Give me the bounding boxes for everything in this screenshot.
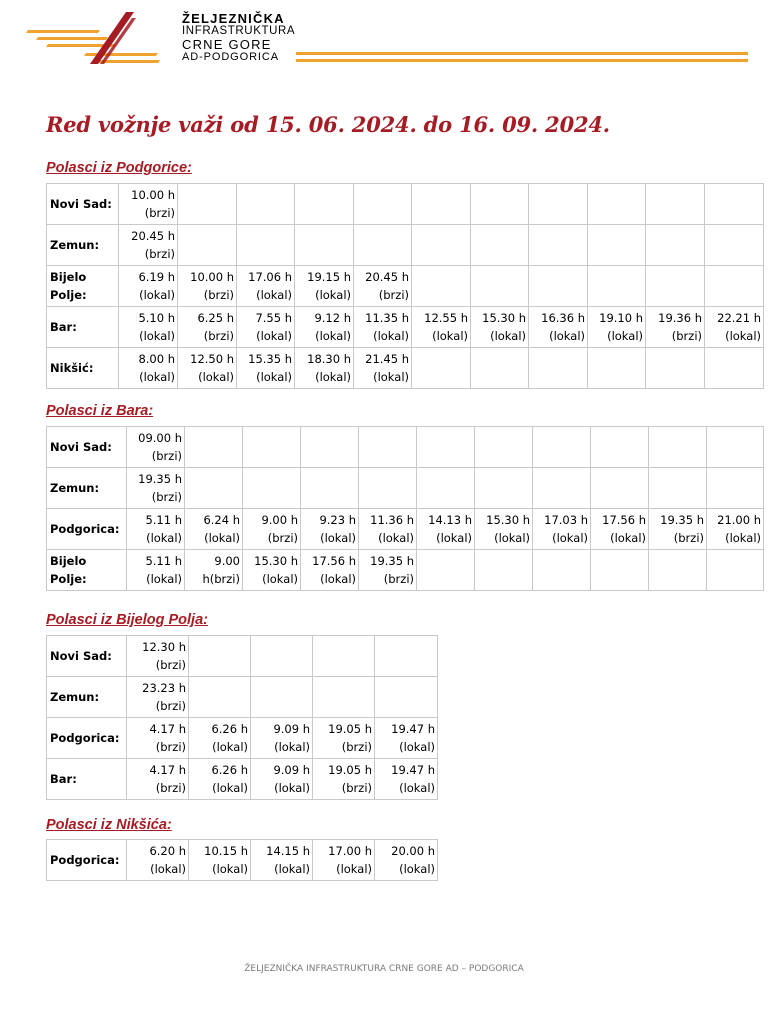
departure-cell (588, 307, 646, 348)
departure-time: 6.26 h (211, 722, 248, 736)
departure-cell (243, 468, 301, 509)
departure-time: 19.47 h (391, 722, 435, 736)
departure-time: 16.36 h (541, 311, 585, 325)
departure-cell (417, 509, 475, 550)
train-type: (lokal) (256, 288, 292, 302)
departure-cell (417, 427, 475, 468)
departure-cell (251, 759, 313, 800)
departure-time: 19.36 h (658, 311, 702, 325)
departure-time: 8.00 h (138, 352, 175, 366)
departure-time: 22.21 h (717, 311, 761, 325)
train-type: (lokal) (490, 329, 526, 343)
org-name-line3: CRNE GORE (182, 37, 272, 52)
departure-cell (649, 550, 707, 591)
departure-time: 11.35 h (365, 311, 409, 325)
train-type: (lokal) (336, 862, 372, 876)
train-type: (lokal) (139, 370, 175, 384)
departure-cell (127, 759, 189, 800)
train-type: (lokal) (315, 288, 351, 302)
departure-time: 9.00 (214, 554, 240, 568)
departure-cell (354, 348, 412, 389)
section-title-podgorica: Polasci iz Podgorice: (46, 160, 192, 176)
letterhead (0, 0, 768, 80)
departure-time: 10.00 h (131, 188, 175, 202)
departure-cell (251, 677, 313, 718)
departure-cell (119, 348, 178, 389)
departure-time: 9.23 h (319, 513, 356, 527)
train-type: (lokal) (320, 572, 356, 586)
departure-cell (707, 550, 764, 591)
departure-cell (185, 427, 243, 468)
page-title: Red vožnje važi od 15. 06. 2024. do 16. 09. 2024. (46, 112, 610, 137)
departure-cell (412, 266, 471, 307)
departure-cell (707, 427, 764, 468)
departure-cell (119, 266, 178, 307)
organization-name (182, 12, 295, 64)
train-type: (lokal) (315, 329, 351, 343)
timetable-bar (46, 426, 764, 591)
departure-cell (127, 840, 189, 881)
departure-cell (412, 184, 471, 225)
train-type: (brzi) (341, 740, 372, 754)
departure-cell (417, 468, 475, 509)
section-title-niksic: Polasci iz Nikšića: (46, 817, 172, 833)
train-type: (lokal) (436, 531, 472, 545)
train-type: (lokal) (198, 370, 234, 384)
train-type: (lokal) (399, 740, 435, 754)
departure-cell (127, 468, 185, 509)
destination-cell: Novi Sad: (47, 184, 119, 225)
departure-cell (313, 636, 375, 677)
departure-cell (533, 468, 591, 509)
departure-cell (646, 225, 705, 266)
departure-time: 17.06 h (248, 270, 292, 284)
train-type: (lokal) (725, 531, 761, 545)
departure-cell (359, 427, 417, 468)
destination-cell: Bijelo Polje: (47, 550, 127, 591)
train-type: (lokal) (212, 740, 248, 754)
destination-cell: Zemun: (47, 468, 127, 509)
departure-cell (178, 307, 237, 348)
departure-cell (127, 677, 189, 718)
departure-cell (178, 225, 237, 266)
departure-cell (243, 509, 301, 550)
departure-time: 19.47 h (391, 763, 435, 777)
table-row (47, 307, 764, 348)
departure-cell (533, 550, 591, 591)
departure-time: 12.30 h (142, 640, 186, 654)
destination-cell: Podgorica: (47, 509, 127, 550)
departure-cell (313, 718, 375, 759)
departure-time: 6.24 h (203, 513, 240, 527)
departure-cell (375, 840, 438, 881)
train-type: (lokal) (262, 572, 298, 586)
table-row (47, 677, 438, 718)
departure-time: 12.50 h (190, 352, 234, 366)
departure-cell (313, 759, 375, 800)
departure-cell (375, 759, 438, 800)
train-type: (lokal) (274, 862, 310, 876)
timetable-bijelo-polje (46, 635, 438, 800)
departure-cell (237, 225, 295, 266)
departure-cell (588, 266, 646, 307)
departure-cell (588, 225, 646, 266)
departure-time: 17.56 h (312, 554, 356, 568)
departure-cell (529, 266, 588, 307)
departure-cell (707, 468, 764, 509)
train-type: (brzi) (155, 740, 186, 754)
org-name-line1: ŽELJEZNIČKA (182, 11, 285, 26)
departure-cell (119, 225, 178, 266)
train-type: (lokal) (139, 288, 175, 302)
departure-cell (471, 184, 529, 225)
train-type: (lokal) (373, 370, 409, 384)
train-type: (brzi) (383, 572, 414, 586)
departure-time: 23.23 h (142, 681, 186, 695)
train-type: (lokal) (373, 329, 409, 343)
train-type: (lokal) (274, 740, 310, 754)
departure-cell (412, 307, 471, 348)
departure-time: 10.15 h (204, 844, 248, 858)
train-type: (brzi) (151, 490, 182, 504)
departure-cell (591, 550, 649, 591)
departure-cell (375, 718, 438, 759)
org-name-line2: INFRASTRUKTURA (182, 25, 296, 37)
departure-cell (301, 509, 359, 550)
departure-cell (475, 509, 533, 550)
departure-time: 6.25 h (197, 311, 234, 325)
destination-cell: Novi Sad: (47, 427, 127, 468)
departure-cell (533, 509, 591, 550)
departure-time: 14.15 h (266, 844, 310, 858)
departure-cell (127, 509, 185, 550)
departure-time: 17.00 h (328, 844, 372, 858)
departure-cell (588, 348, 646, 389)
departure-cell (471, 348, 529, 389)
departure-cell (313, 677, 375, 718)
departure-time: 9.09 h (273, 722, 310, 736)
departure-time: 19.10 h (599, 311, 643, 325)
departure-cell (189, 718, 251, 759)
departure-cell (295, 266, 354, 307)
section-title-bijelo-polje: Polasci iz Bijelog Polja: (46, 612, 208, 628)
departure-cell (251, 636, 313, 677)
departure-cell (185, 550, 243, 591)
train-type: (lokal) (146, 572, 182, 586)
destination-cell: Bijelo Polje: (47, 266, 119, 307)
departure-cell (359, 550, 417, 591)
train-type: (lokal) (150, 862, 186, 876)
departure-cell (649, 509, 707, 550)
departure-cell (646, 184, 705, 225)
train-type: (brzi) (203, 329, 234, 343)
departure-cell (189, 636, 251, 677)
departure-cell (237, 266, 295, 307)
departure-cell (119, 307, 178, 348)
org-name-line4: AD-PODGORICA (182, 51, 279, 63)
train-type: (lokal) (607, 329, 643, 343)
train-type: (lokal) (256, 370, 292, 384)
departure-cell (189, 677, 251, 718)
departure-time: 15.30 h (482, 311, 526, 325)
departure-time: 19.35 h (660, 513, 704, 527)
departure-cell (649, 427, 707, 468)
departure-cell (471, 225, 529, 266)
departure-cell (591, 468, 649, 509)
train-type: (brzi) (144, 247, 175, 261)
departure-cell (475, 468, 533, 509)
table-row (47, 636, 438, 677)
train-type: (lokal) (204, 531, 240, 545)
departure-cell (471, 266, 529, 307)
departure-cell (412, 225, 471, 266)
table-row (47, 184, 764, 225)
departure-cell (375, 636, 438, 677)
departure-time: 20.00 h (391, 844, 435, 858)
departure-time: 7.55 h (255, 311, 292, 325)
departure-cell (646, 307, 705, 348)
departure-cell (412, 348, 471, 389)
departure-time: 4.17 h (149, 763, 186, 777)
departure-time: 19.15 h (307, 270, 351, 284)
table-row (47, 427, 764, 468)
footer-text: ŽELJEZNIČKA INFRASTRUKTURA CRNE GORE AD – PODGORICA (244, 964, 524, 974)
departure-cell (237, 307, 295, 348)
departure-time: 10.00 h (190, 270, 234, 284)
header-rule-top (296, 52, 748, 55)
departure-cell (417, 550, 475, 591)
departure-cell (127, 718, 189, 759)
departure-cell (649, 468, 707, 509)
train-type: (brzi) (155, 781, 186, 795)
departure-time: 5.11 h (145, 513, 182, 527)
departure-time: 12.55 h (424, 311, 468, 325)
departure-cell (354, 225, 412, 266)
departure-cell (359, 468, 417, 509)
departure-cell (313, 840, 375, 881)
table-row (47, 266, 764, 307)
departure-cell (354, 307, 412, 348)
train-type: (lokal) (399, 781, 435, 795)
departure-time: 20.45 h (365, 270, 409, 284)
departure-cell (127, 636, 189, 677)
destination-cell: Bar: (47, 307, 119, 348)
departure-time: 19.05 h (328, 722, 372, 736)
destination-cell: Podgorica: (47, 840, 127, 881)
train-type: (lokal) (212, 781, 248, 795)
table-row (47, 468, 764, 509)
departure-cell (591, 509, 649, 550)
train-type: (brzi) (203, 288, 234, 302)
departure-time: 5.11 h (145, 554, 182, 568)
departure-time: 6.19 h (138, 270, 175, 284)
departure-cell (375, 677, 438, 718)
train-type: (brzi) (671, 329, 702, 343)
train-type: (brzi) (341, 781, 372, 795)
departure-time: 6.26 h (211, 763, 248, 777)
departure-cell (178, 266, 237, 307)
departure-time: 19.05 h (328, 763, 372, 777)
departure-cell (359, 509, 417, 550)
departure-time: 17.03 h (544, 513, 588, 527)
destination-cell: Bar: (47, 759, 127, 800)
departure-cell (127, 550, 185, 591)
departure-cell (185, 509, 243, 550)
departure-cell (354, 184, 412, 225)
train-type: (brzi) (155, 658, 186, 672)
destination-cell: Podgorica: (47, 718, 127, 759)
departure-time: 15.30 h (254, 554, 298, 568)
train-type: (lokal) (610, 531, 646, 545)
departure-cell (119, 184, 178, 225)
train-type: (lokal) (320, 531, 356, 545)
train-type: (lokal) (274, 781, 310, 795)
table-row (47, 550, 764, 591)
departure-time: 19.35 h (138, 472, 182, 486)
departure-time: 9.09 h (273, 763, 310, 777)
train-type: (lokal) (552, 531, 588, 545)
train-type: (lokal) (494, 531, 530, 545)
departure-cell (295, 307, 354, 348)
departure-cell (251, 840, 313, 881)
destination-cell: Nikšić: (47, 348, 119, 389)
departure-time: 9.00 h (261, 513, 298, 527)
table-row (47, 759, 438, 800)
train-type: (lokal) (315, 370, 351, 384)
train-type: (brzi) (151, 449, 182, 463)
destination-cell: Zemun: (47, 677, 127, 718)
departure-cell (707, 509, 764, 550)
train-type: (brzi) (673, 531, 704, 545)
departure-cell (251, 718, 313, 759)
departure-cell (301, 468, 359, 509)
table-row (47, 718, 438, 759)
departure-cell (295, 184, 354, 225)
destination-cell: Zemun: (47, 225, 119, 266)
timetable-niksic (46, 839, 438, 881)
train-type: (lokal) (725, 329, 761, 343)
train-type: (lokal) (399, 862, 435, 876)
departure-cell (705, 225, 764, 266)
departure-cell (529, 307, 588, 348)
header-rule-bottom (296, 59, 748, 62)
train-type: (lokal) (378, 531, 414, 545)
departure-cell (243, 550, 301, 591)
train-type: (brzi) (144, 206, 175, 220)
table-row (47, 225, 764, 266)
departure-time: 09.00 h (138, 431, 182, 445)
table-row (47, 348, 764, 389)
train-type: (lokal) (139, 329, 175, 343)
departure-cell (178, 348, 237, 389)
departure-time: 20.45 h (131, 229, 175, 243)
departure-time: 21.45 h (365, 352, 409, 366)
departure-time: 5.10 h (138, 311, 175, 325)
departure-cell (189, 759, 251, 800)
departure-cell (646, 348, 705, 389)
train-type: (brzi) (267, 531, 298, 545)
departure-cell (591, 427, 649, 468)
departure-cell (529, 184, 588, 225)
departure-time: 15.35 h (248, 352, 292, 366)
departure-cell (705, 307, 764, 348)
departure-cell (295, 225, 354, 266)
departure-time: 11.36 h (370, 513, 414, 527)
departure-cell (127, 427, 185, 468)
departure-cell (475, 550, 533, 591)
departure-cell (301, 427, 359, 468)
departure-time: 21.00 h (717, 513, 761, 527)
departure-time: 15.30 h (486, 513, 530, 527)
departure-cell (529, 348, 588, 389)
train-type: (lokal) (432, 329, 468, 343)
railway-logo-icon (24, 10, 164, 66)
train-type: (brzi) (378, 288, 409, 302)
departure-cell (295, 348, 354, 389)
departure-time: 19.35 h (370, 554, 414, 568)
departure-cell (243, 427, 301, 468)
departure-time: 14.13 h (428, 513, 472, 527)
train-type: (lokal) (212, 862, 248, 876)
departure-cell (646, 266, 705, 307)
train-type: (lokal) (146, 531, 182, 545)
departure-cell (588, 184, 646, 225)
departure-cell (705, 266, 764, 307)
train-type: (brzi) (155, 699, 186, 713)
timetable-podgorica (46, 183, 764, 389)
departure-cell (529, 225, 588, 266)
departure-time: 17.56 h (602, 513, 646, 527)
table-row (47, 840, 438, 881)
departure-cell (301, 550, 359, 591)
departure-time: 9.12 h (314, 311, 351, 325)
departure-time: 4.17 h (149, 722, 186, 736)
departure-cell (189, 840, 251, 881)
destination-cell: Novi Sad: (47, 636, 127, 677)
departure-cell (475, 427, 533, 468)
departure-time: 6.20 h (149, 844, 186, 858)
section-title-bar: Polasci iz Bara: (46, 403, 154, 419)
train-type: (lokal) (549, 329, 585, 343)
table-row (47, 509, 764, 550)
departure-cell (705, 184, 764, 225)
departure-cell (178, 184, 237, 225)
departure-cell (533, 427, 591, 468)
departure-time: 18.30 h (307, 352, 351, 366)
departure-cell (237, 184, 295, 225)
train-type: (lokal) (256, 329, 292, 343)
departure-cell (354, 266, 412, 307)
departure-cell (705, 348, 764, 389)
departure-cell (471, 307, 529, 348)
departure-cell (185, 468, 243, 509)
train-type: h(brzi) (202, 572, 240, 586)
departure-cell (237, 348, 295, 389)
